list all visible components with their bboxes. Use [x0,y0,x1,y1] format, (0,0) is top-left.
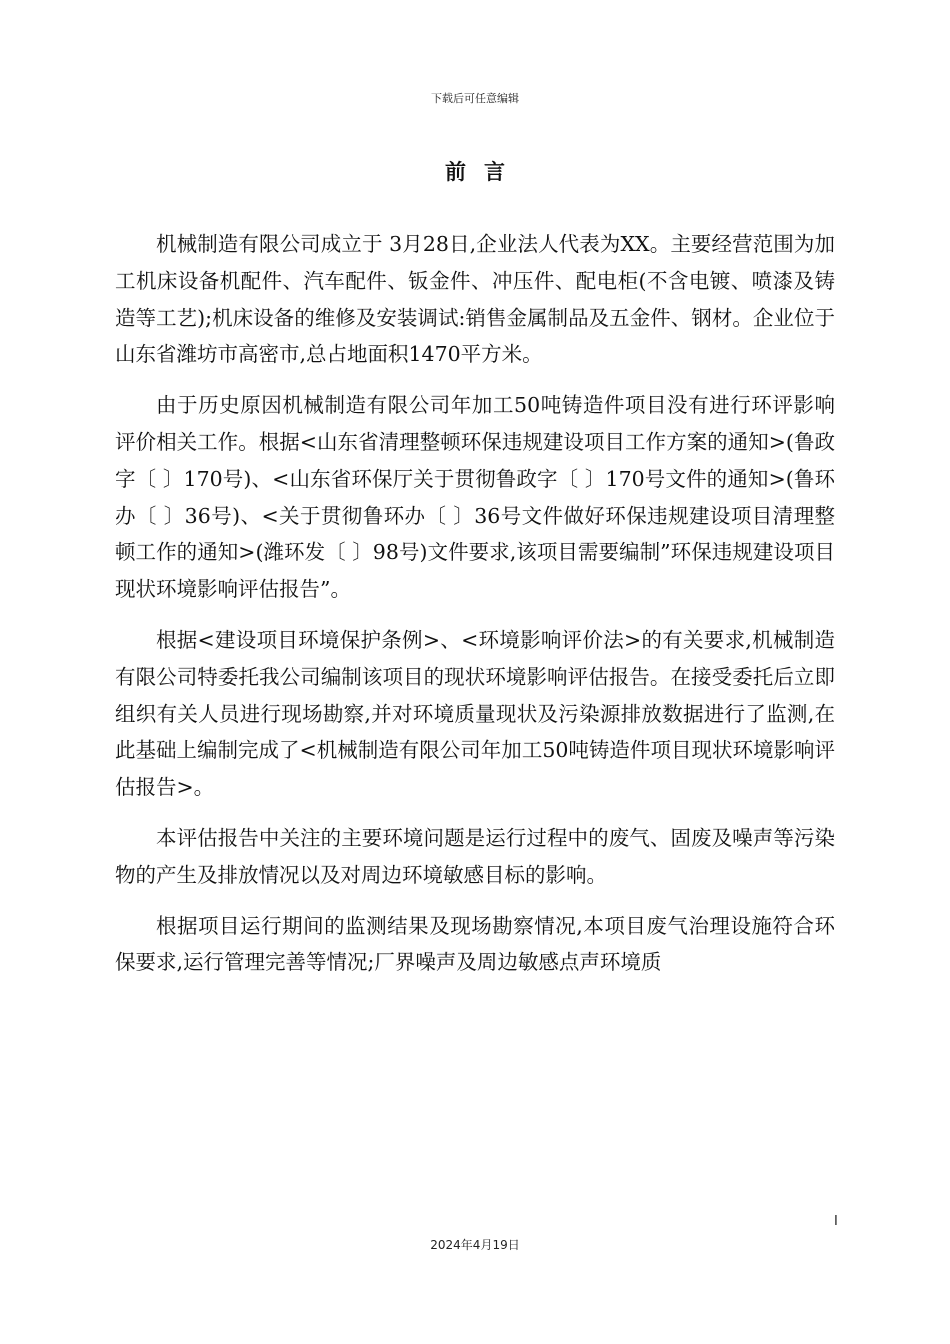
paragraph-commission: 根据<建设项目环境保护条例>、<环境影响评价法>的有关要求,机械制造有限公司特委托我公司编制该项目的现状环境影响评估报告。在接受委托后立即组织有关人员进行现场勘察,并对环境质量现状及污染源排放数据进行了监测,在此基础上编制完成了<机械制造有限公司年加工50吨铸造件项目现状环境影响评估报告>。 [115,627,835,800]
page-number: I [834,1214,838,1229]
paragraph-background: 由于历史原因机械制造有限公司年加工50吨铸造件项目没有进行环评影响评价相关工作。根据<山东省清理整顿环保违规建设项目工作方案的通知>(鲁政字〔 〕170号)、<山东省环保厅关于贯彻鲁政字〔 〕170号文件的通知>(鲁环办〔 〕36号)、<关于贯彻鲁环办〔 〕36号文件做好环保违规建设项目清理整顿工作的通知>(潍环发〔 〕98号)文件要求,该项目需要编制”环保违规建设项目现状环境影响评估报告”。 [115,393,835,602]
paragraph-monitoring-results: 根据项目运行期间的监测结果及现场勘察情况,本项目废气治理设施符合环保要求,运行管理完善等情况;厂界噪声及周边敏感点声环境质 [115,913,835,975]
document-title: 前言 [445,159,523,184]
header-note: 下载后可任意编辑 [431,92,519,105]
paragraph-main-issues: 本评估报告中关注的主要环境问题是运行过程中的废气、固废及噪声等污染物的产生及排放情况以及对周边环境敏感目标的影响。 [115,825,835,887]
paragraph-company-intro: 机械制造有限公司成立于 3月28日,企业法人代表为XX。主要经营范围为加工机床设备机配件、汽车配件、钣金件、冲压件、配电柜(不含电镀、喷漆及铸造等工艺);机床设备的维修及安装调试:销售金属制品及五金件、钢材。企业位于山东省潍坊市高密市,总占地面积1470平方米。 [115,232,835,367]
document-body [115,226,835,995]
footer-date: 2024年4月19日 [430,1238,520,1252]
